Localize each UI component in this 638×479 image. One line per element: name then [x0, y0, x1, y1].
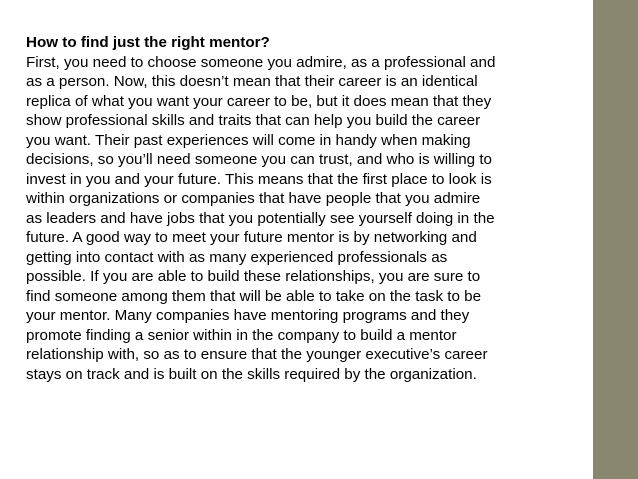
- paragraph-line: stays on track and is built on the skills required by the organization.: [26, 365, 477, 383]
- paragraph-line: getting into contact with as many experienced professionals as: [26, 248, 448, 266]
- paragraph-line: relationship with, so as to ensure that the younger executive’s career: [26, 346, 488, 363]
- body-paragraph: [26, 53, 596, 385]
- paragraph-line: your mentor. Many companies have mentoring programs and they: [26, 307, 470, 324]
- paragraph-line: as leaders and have jobs that you potentially see yourself doing in the: [26, 209, 495, 227]
- paragraph-line: possible. If you are able to build these relationships, you are sure to: [26, 268, 481, 285]
- paragraph-line: First, you need to choose someone you admire, as a professional and: [26, 53, 496, 71]
- paragraph-line: invest in you and your future. This means that the first place to look is: [26, 170, 492, 188]
- paragraph-line: find someone among them that will be able to take on the task to be: [26, 287, 482, 305]
- paragraph-line: future. A good way to meet your future mentor is by networking and: [26, 229, 477, 246]
- paragraph-line: replica of what you want your career to be, but it does mean that they: [26, 92, 492, 110]
- paragraph-line: show professional skills and traits that can help you build the career: [26, 112, 481, 129]
- paragraph-line: promote finding a senior within in the company to build a mentor: [26, 326, 457, 344]
- paragraph-line: as a person. Now, this doesn’t mean that their career is an identical: [26, 73, 478, 90]
- slide-heading: How to find just the right mentor?: [26, 34, 270, 51]
- paragraph-line: decisions, so you’ll need someone you can trust, and who is willing to: [26, 151, 493, 168]
- slide-content: [26, 33, 596, 384]
- paragraph-line: you want. Their past experiences will come in handy when making: [26, 131, 471, 149]
- decorative-side-bar: [593, 0, 638, 479]
- paragraph-line: within organizations or companies that have people that you admire: [26, 190, 481, 207]
